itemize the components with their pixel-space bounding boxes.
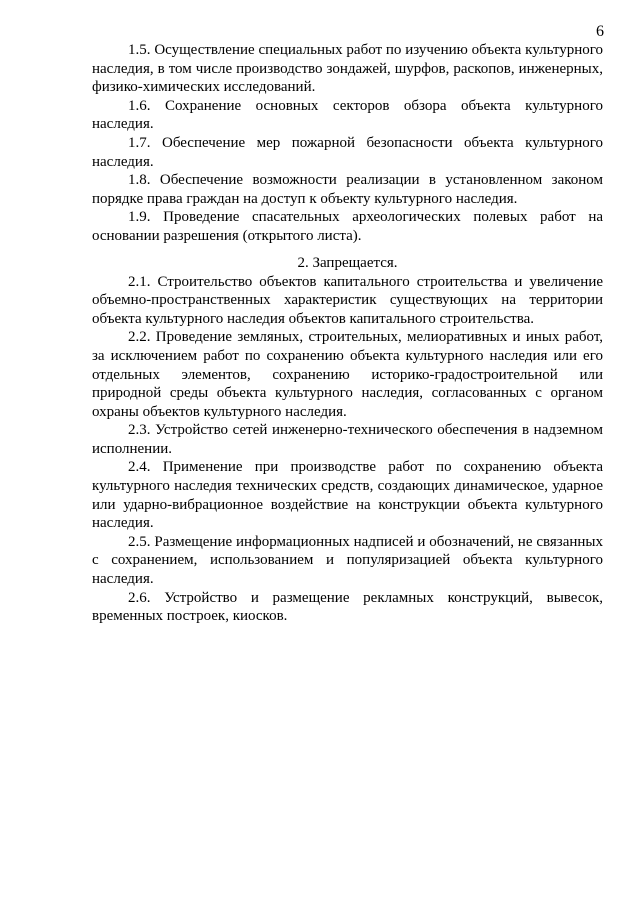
item-number: 2.1. [128,273,151,290]
item-text: Размещение информационных надписей и обозначений, не связанных с сохранением, использованием и популяризацией объекта культурного наследия. [92,533,603,588]
item-text: Строительство объектов капитального строительства и увеличение объемно-пространственных характеристик существующих на территории объекта культурного наследия объектов капитального строительства. [92,273,604,327]
item-text: Применение при производстве работ по сохранению объекта культурного наследия технических средств, создающих динамическое, ударное или ударно-вибрационное воздействие на конструкции объекта культурного наследия. [92,459,603,532]
item-text: Проведение спасательных археологических полевых работ на основании разрешения (открытого листа). [92,209,604,244]
item-number: 2.5. [128,533,151,550]
list-item-2-4 [92,458,603,532]
item-number: 1.8. [128,172,151,189]
item-number: 1.9. [128,209,151,226]
list-item-1-8 [92,171,603,208]
item-number: 2.2. [128,329,151,346]
item-number: 1.5. [128,42,151,58]
list-item-2-5 [92,533,603,589]
document-body [92,41,603,626]
item-text: Проведение земляных, строительных, мелиоративных и иных работ, за исключением работ по сохранению объекта культурного наследия или его отдельных элементов, сохранению историко-градостроительной или природной среды объекта культурного наследия, согласованных с органом охраны объектов культурного наследия. [92,329,603,420]
item-number: 2.4. [128,459,151,476]
item-text: Обеспечение возможности реализации в установленном законом порядке права граждан на доступ к объекту культурного наследия. [92,172,603,207]
item-number: 2.6. [128,589,151,606]
item-number: 1.7. [128,134,151,151]
item-number: 1.6. [128,97,151,114]
item-text: Сохранение основных секторов обзора объекта культурного наследия. [92,97,603,133]
page-number: 6 [596,23,604,40]
item-text: Устройство сетей инженерно-технического обеспечения в надземном исполнении. [92,422,603,457]
item-number: 2.3. [128,422,151,439]
list-item-1-5 [92,41,603,97]
list-item-2-2 [92,328,603,421]
list-item-1-9 [92,208,603,245]
list-item-2-6 [92,589,603,626]
section-2-list [92,273,603,626]
item-text: Устройство и размещение рекламных конструкций, вывесок, временных построек, киосков. [92,589,604,625]
list-item-2-1 [92,273,603,329]
section-1-list [92,41,603,246]
section-2-heading: 2. Запрещается. [297,254,398,271]
item-text: Осуществление специальных работ по изучению объекта культурного наследия, в том числе производство зондажей, шурфов, раскопов, инженерных, физико-химических исследований. [92,42,603,96]
list-item-2-3 [92,421,603,458]
list-item-1-6 [92,97,603,134]
list-item-1-7 [92,134,603,171]
item-text: Обеспечение мер пожарной безопасности объекта культурного наследия. [92,134,604,170]
